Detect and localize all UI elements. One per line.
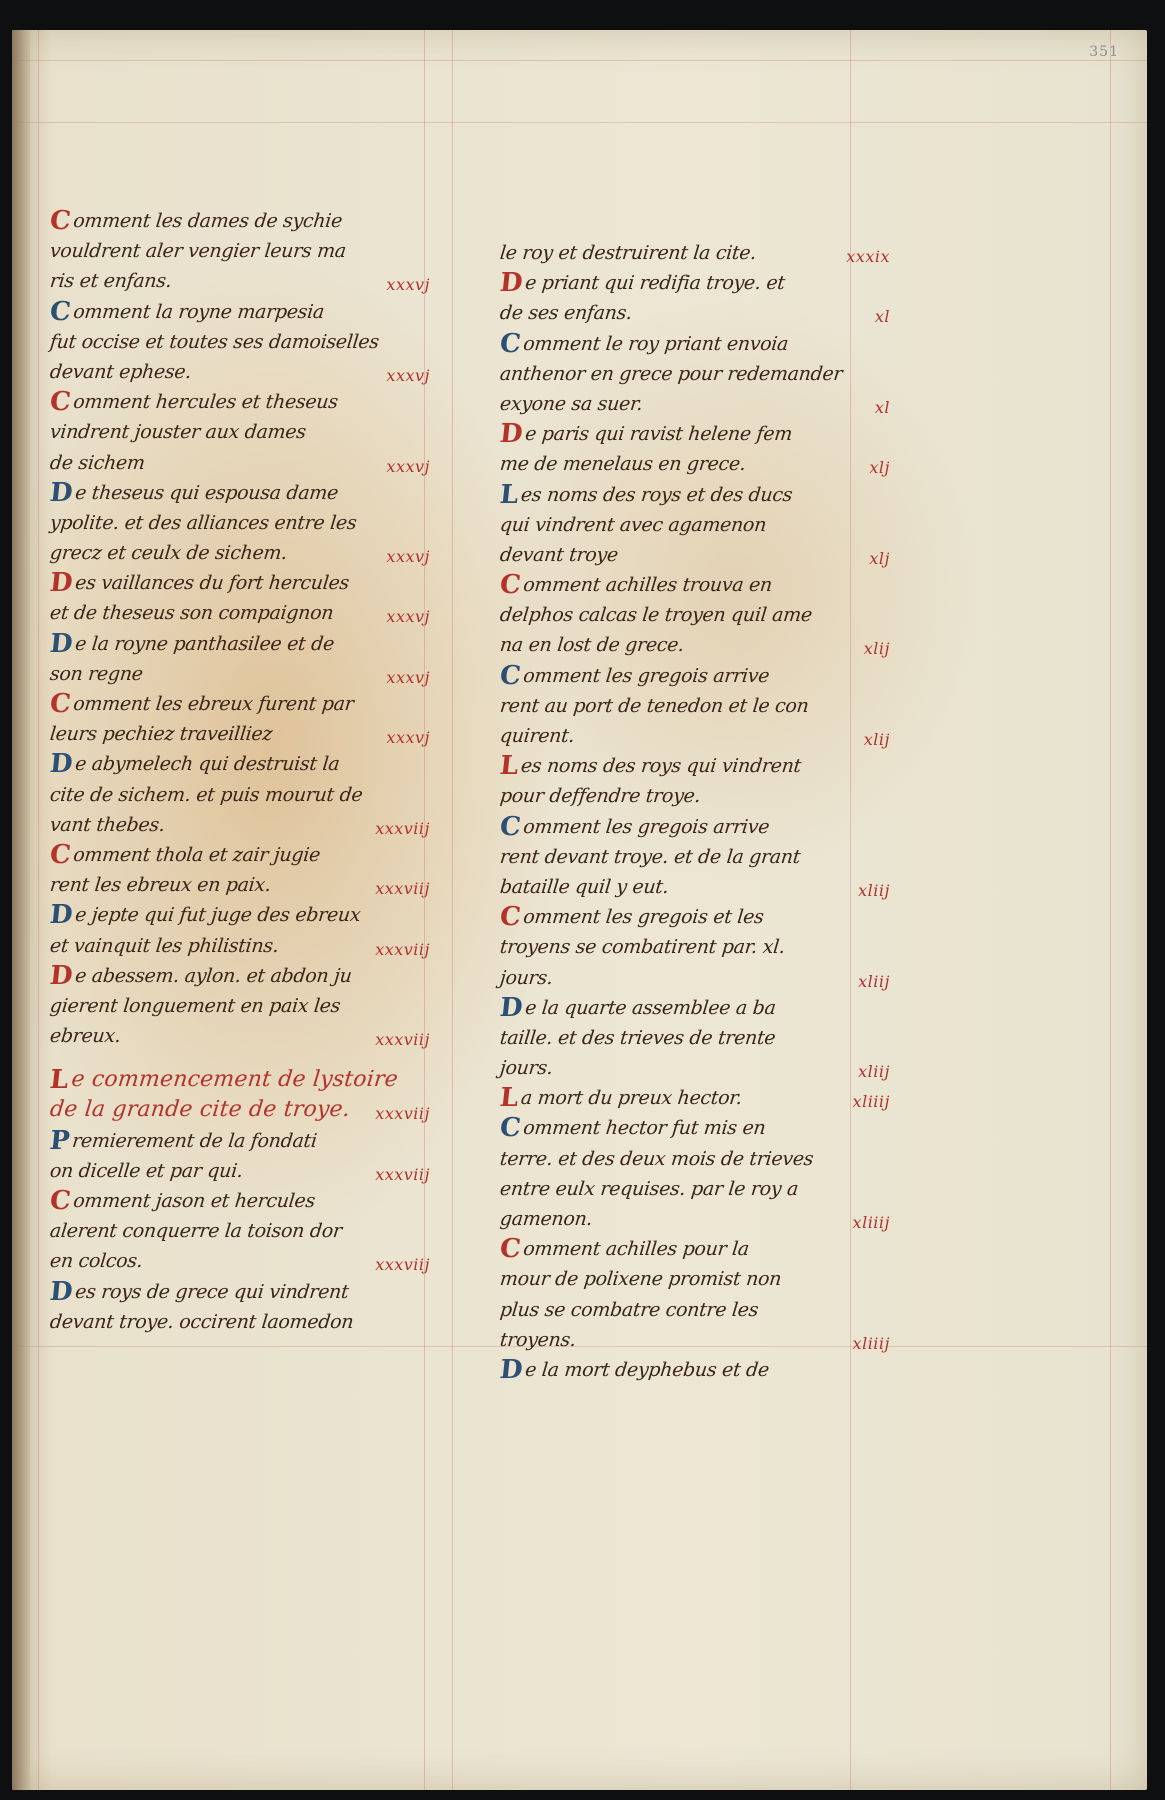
line-text: mour de polixene promist non — [498, 1268, 783, 1291]
line-text: de sichem — [48, 451, 146, 474]
line-text: on dicelle et par qui. — [48, 1159, 244, 1182]
decorated-initial: C — [498, 811, 522, 842]
ruling-line — [38, 30, 39, 1790]
folio-reference-numeral: xxxviij — [375, 1030, 430, 1050]
text-line — [500, 872, 890, 902]
line-text-wrap — [48, 629, 335, 659]
line-text-wrap — [498, 600, 813, 630]
line-text: a mort du preux hector. — [519, 1087, 743, 1110]
line-text-wrap — [498, 419, 793, 449]
decorated-initial: D — [48, 749, 74, 780]
text-line — [50, 1156, 430, 1186]
text-line — [500, 691, 890, 721]
line-text: delphos calcas le troyen quil ame — [498, 604, 814, 627]
line-text-wrap — [498, 691, 810, 721]
text-line — [50, 961, 430, 991]
text-line — [500, 419, 890, 449]
line-text: fut occise et toutes ses damoiselles — [48, 330, 380, 353]
line-text-wrap — [48, 297, 325, 327]
decorated-initial: D — [48, 960, 74, 991]
folio-reference-numeral: xxxviij — [375, 818, 430, 838]
line-text-wrap — [48, 236, 347, 266]
line-text-wrap — [48, 870, 272, 900]
decorated-initial: P — [48, 1125, 71, 1156]
line-text-wrap — [48, 448, 146, 478]
text-line — [500, 540, 890, 570]
text-line — [50, 1307, 430, 1337]
folio-reference-numeral: xxxvj — [386, 456, 430, 476]
text-line — [500, 1053, 890, 1083]
decorated-initial: D — [498, 992, 524, 1023]
decorated-initial: C — [48, 839, 72, 870]
line-text-wrap — [498, 932, 786, 962]
line-text-wrap — [498, 721, 575, 751]
line-text: exyone sa suer. — [498, 392, 644, 415]
line-text-wrap — [48, 568, 350, 598]
line-text: ypolite. et des alliances entre les — [48, 511, 358, 534]
line-text-wrap — [48, 206, 343, 236]
line-text-wrap — [498, 540, 619, 570]
line-text-wrap — [48, 1065, 399, 1095]
text-line — [500, 1174, 890, 1204]
line-text: omment hector fut mis en — [522, 1117, 767, 1140]
text-line — [50, 387, 430, 417]
decorated-initial: C — [48, 387, 72, 418]
line-text-wrap — [498, 1083, 743, 1113]
line-text: vouldrent aler vengier leurs ma — [48, 240, 348, 263]
text-line — [500, 1295, 890, 1325]
text-line — [500, 298, 890, 328]
line-text-wrap — [48, 1277, 350, 1307]
text-line — [500, 721, 890, 751]
line-text: omment jason et hercules — [72, 1190, 317, 1212]
text-line — [50, 719, 430, 749]
text-line — [50, 568, 430, 598]
line-text: es vaillances du fort hercules — [74, 572, 351, 595]
folio-reference-numeral: xlij — [863, 639, 890, 659]
text-line — [500, 630, 890, 660]
line-text: le roy et destruirent la cite. — [498, 242, 758, 264]
line-text: terre. et des deux mois de trieves — [498, 1147, 815, 1170]
folio-reference-numeral: xxxvj — [386, 728, 430, 748]
folio-reference-numeral: xxxvj — [386, 607, 430, 627]
ruling-line — [12, 122, 1147, 123]
left-column — [50, 206, 430, 1337]
text-line — [50, 448, 430, 478]
line-text-wrap — [498, 781, 701, 811]
line-text: leurs pechiez traveilliez — [48, 723, 274, 746]
line-text: vindrent jouster aux dames — [48, 421, 307, 444]
line-text: e priant qui redifia troye. et — [524, 272, 786, 295]
line-text-wrap — [48, 1095, 351, 1125]
line-text-wrap — [498, 1113, 767, 1143]
line-text: troyens. — [498, 1328, 577, 1351]
text-line — [500, 389, 890, 419]
decorated-initial: C — [48, 296, 72, 327]
folio-reference-numeral: xxxviij — [375, 939, 430, 959]
line-text-wrap — [498, 963, 554, 993]
folio-reference-numeral: xxxviij — [375, 1164, 430, 1184]
folio-reference-numeral: xlj — [869, 458, 890, 478]
line-text-wrap — [498, 329, 789, 359]
text-line — [50, 1186, 430, 1216]
line-text-wrap — [48, 780, 364, 810]
folio-reference-numeral: xliiij — [852, 1092, 890, 1112]
line-text-wrap — [498, 1355, 770, 1385]
text-line — [500, 1355, 890, 1385]
line-text: de la grande cite de troye. — [48, 1097, 352, 1123]
section-heading-line — [50, 1065, 430, 1095]
line-text-wrap — [48, 538, 288, 568]
text-line — [50, 900, 430, 930]
line-text-wrap — [498, 510, 767, 540]
line-text: troyens se combatirent par. xl. — [498, 936, 786, 959]
line-text-wrap — [48, 357, 192, 387]
line-text-wrap — [48, 961, 353, 991]
text-line — [500, 1325, 890, 1355]
line-text: e abessem. aylon. et abdon ju — [74, 964, 353, 987]
line-text: gierent longuement en paix les — [48, 994, 342, 1017]
text-line — [50, 780, 430, 810]
folio-reference-numeral: xxxvj — [386, 275, 430, 295]
decorated-initial: C — [498, 328, 522, 359]
line-text-wrap — [498, 449, 747, 479]
line-text-wrap — [48, 266, 173, 296]
decorated-initial: D — [498, 419, 524, 450]
text-line — [50, 689, 430, 719]
decorated-initial: D — [48, 628, 74, 659]
line-text: plus se combatre contre les — [498, 1298, 760, 1321]
line-text-wrap — [48, 1126, 318, 1156]
line-text-wrap — [48, 598, 334, 628]
line-text-wrap — [498, 570, 773, 600]
text-line — [50, 629, 430, 659]
line-text: ebreux. — [48, 1025, 122, 1048]
line-text-wrap — [498, 238, 757, 268]
text-line — [50, 931, 430, 961]
line-text-wrap — [498, 1023, 777, 1053]
text-line — [500, 600, 890, 630]
line-text: omment les dames de sychie — [72, 210, 344, 232]
line-text: grecz et ceulx de sichem. — [48, 542, 289, 565]
text-line — [500, 480, 890, 510]
line-text-wrap — [498, 630, 685, 660]
text-line — [500, 238, 890, 268]
folio-reference-numeral: xxxvj — [386, 365, 430, 385]
decorated-initial: C — [48, 689, 72, 719]
folio-reference-numeral: xxxix — [846, 247, 890, 266]
text-line — [50, 206, 430, 236]
text-line — [500, 902, 890, 932]
line-text-wrap — [48, 689, 355, 719]
text-line — [50, 538, 430, 568]
ruling-line — [12, 60, 1147, 61]
line-text-wrap — [48, 1246, 144, 1276]
text-line — [500, 1264, 890, 1294]
line-text-wrap — [498, 812, 770, 842]
ruling-line — [1110, 30, 1111, 1790]
line-text-wrap — [498, 842, 801, 872]
line-text: rent devant troye. et de la grant — [498, 845, 802, 868]
decorated-initial: L — [498, 479, 520, 510]
line-text: omment thola et zair jugie — [72, 843, 322, 866]
decorated-initial: D — [48, 477, 74, 508]
decorated-initial: C — [48, 1186, 72, 1216]
decorated-initial: D — [498, 268, 524, 299]
line-text: rent au port de tenedon et le con — [498, 694, 810, 717]
text-line — [500, 842, 890, 872]
decorated-initial: L — [498, 751, 520, 782]
line-text-wrap — [48, 1156, 244, 1186]
right-column — [500, 238, 890, 1385]
line-text: en colcos. — [48, 1250, 144, 1273]
line-text-wrap — [498, 1325, 577, 1355]
line-text-wrap — [48, 1021, 122, 1051]
line-text-wrap — [48, 659, 144, 689]
decorated-initial: C — [498, 1113, 522, 1144]
line-text-wrap — [48, 327, 380, 357]
line-text-wrap — [498, 902, 765, 932]
line-text: e commencement de lystoire — [70, 1067, 400, 1093]
line-text: e abymelech qui destruist la — [74, 753, 341, 776]
line-text: devant troye. occirent laomedon — [48, 1310, 355, 1333]
text-line — [50, 266, 430, 296]
decorated-initial: D — [48, 900, 74, 931]
text-line — [500, 359, 890, 389]
folio-reference-numeral: xliij — [858, 971, 890, 991]
line-text-wrap — [498, 1144, 814, 1174]
text-line — [500, 932, 890, 962]
line-text: quirent. — [498, 725, 576, 747]
text-line — [500, 510, 890, 540]
line-text: entre eulx requises. par le roy a — [498, 1177, 800, 1200]
text-line — [500, 1204, 890, 1234]
text-line — [50, 749, 430, 779]
line-text: omment la royne marpesia — [72, 300, 326, 323]
text-line — [50, 417, 430, 447]
line-text: omment les gregois arrive — [522, 664, 771, 687]
folio-reference-numeral: xxxviij — [375, 879, 430, 899]
line-text: me de menelaus en grece. — [498, 453, 747, 476]
line-text: taille. et des trieves de trente — [498, 1026, 777, 1049]
line-text: e la royne panthasilee et de — [74, 632, 336, 655]
text-line — [50, 508, 430, 538]
folio-reference-numeral: xl — [874, 397, 890, 417]
decorated-initial: D — [48, 568, 74, 599]
line-text: e jepte qui fut juge des ebreux — [74, 904, 362, 927]
line-text-wrap — [48, 1216, 343, 1246]
line-text: son regne — [48, 662, 144, 685]
folio-reference-numeral: xlij — [863, 730, 890, 749]
line-text-wrap — [48, 1186, 316, 1216]
text-line — [50, 478, 430, 508]
text-line — [500, 1083, 890, 1113]
line-text-wrap — [48, 478, 339, 508]
line-text: e la mort deyphebus et de — [524, 1358, 771, 1381]
decorated-initial: D — [498, 1354, 524, 1385]
line-text-wrap — [498, 993, 777, 1023]
text-line — [50, 598, 430, 628]
text-line — [50, 1246, 430, 1276]
text-line — [50, 1277, 430, 1307]
line-text-wrap — [498, 872, 670, 902]
line-text-wrap — [48, 840, 321, 870]
line-text-wrap — [498, 480, 793, 510]
line-text-wrap — [48, 749, 341, 779]
line-text: omment hercules et theseus — [72, 391, 339, 414]
text-line — [500, 963, 890, 993]
line-text: e theseus qui espousa dame — [74, 481, 340, 504]
line-text: ris et enfans. — [48, 270, 173, 293]
decorated-initial: C — [498, 902, 522, 933]
line-text: rent les ebreux en paix. — [48, 874, 272, 897]
text-line — [500, 1144, 890, 1174]
text-line — [500, 1113, 890, 1143]
decorated-initial: L — [498, 1083, 520, 1114]
line-text: na en lost de grece. — [498, 634, 686, 657]
line-text: devant ephese. — [48, 360, 193, 383]
line-text-wrap — [498, 298, 633, 328]
folio-reference-numeral: xliiij — [852, 1333, 890, 1353]
line-text: es noms des roys et des ducs — [519, 483, 794, 506]
folio-reference-numeral: xliij — [858, 1062, 890, 1082]
text-line — [500, 570, 890, 600]
text-line — [50, 327, 430, 357]
text-line — [500, 329, 890, 359]
text-line — [50, 357, 430, 387]
section-gap — [50, 1051, 430, 1065]
folio-reference-numeral: xxxvj — [386, 547, 430, 567]
line-text-wrap — [498, 1204, 593, 1234]
line-text: jours. — [498, 1057, 554, 1080]
line-text: omment achilles trouva en — [522, 574, 774, 597]
text-line — [50, 840, 430, 870]
decorated-initial: D — [48, 1276, 74, 1307]
line-text-wrap — [498, 389, 644, 419]
text-line — [50, 870, 430, 900]
folio-reference-numeral: xxxviij — [375, 1255, 430, 1275]
line-text: omment les gregois arrive — [522, 815, 771, 838]
line-text-wrap — [498, 661, 770, 691]
line-text-wrap — [498, 268, 786, 298]
text-line — [500, 812, 890, 842]
line-text: et vainquit les philistins. — [48, 934, 280, 957]
line-text-wrap — [498, 1264, 782, 1294]
line-text-wrap — [48, 810, 166, 840]
text-line — [50, 810, 430, 840]
manuscript-page — [12, 30, 1147, 1790]
line-text-wrap — [48, 900, 362, 930]
line-text: alerent conquerre la toison dor — [48, 1220, 343, 1243]
line-text-wrap — [48, 1307, 354, 1337]
line-text: et de theseus son compaignon — [48, 602, 335, 625]
line-text: omment les gregois et les — [522, 906, 765, 929]
text-line — [500, 449, 890, 479]
line-text: es noms des roys qui vindrent — [519, 755, 803, 778]
line-text: es roys de grece qui vindrent — [74, 1280, 350, 1303]
line-text-wrap — [48, 931, 280, 961]
decorated-initial: C — [48, 206, 72, 236]
line-text-wrap — [498, 1295, 759, 1325]
line-text: e la quarte assemblee a ba — [524, 996, 777, 1019]
page-gutter — [12, 30, 30, 1790]
line-text-wrap — [48, 508, 358, 538]
folio-reference-numeral: xxxvj — [386, 667, 430, 687]
line-text: omment achilles pour la — [522, 1238, 751, 1261]
text-line — [500, 993, 890, 1023]
text-line — [50, 236, 430, 266]
line-text-wrap — [498, 1234, 750, 1264]
line-text-wrap — [498, 751, 802, 781]
line-text-wrap — [498, 1174, 799, 1204]
text-line — [500, 781, 890, 811]
decorated-initial: C — [498, 570, 522, 601]
text-line — [50, 1126, 430, 1156]
folio-reference-numeral: xliij — [858, 880, 890, 900]
line-text-wrap — [48, 387, 339, 417]
line-text-wrap — [498, 359, 843, 389]
line-text: omment le roy priant envoia — [522, 332, 790, 355]
line-text: jours. — [498, 966, 554, 989]
line-text: devant troye — [498, 543, 620, 566]
line-text-wrap — [498, 1053, 554, 1083]
text-line — [50, 1216, 430, 1246]
line-text: de ses enfans. — [498, 302, 634, 325]
line-text: gamenon. — [498, 1208, 594, 1230]
text-line — [500, 661, 890, 691]
line-text: cite de sichem. et puis mourut de — [48, 783, 364, 806]
line-text: remierement de la fondati — [71, 1129, 318, 1152]
folio-reference-numeral: xl — [874, 307, 890, 327]
decorated-initial: C — [498, 1234, 522, 1265]
text-line — [50, 1021, 430, 1051]
text-line — [50, 659, 430, 689]
folio-reference-numeral: xliiij — [852, 1213, 890, 1232]
line-text: qui vindrent avec agamenon — [498, 513, 768, 536]
line-text-wrap — [48, 417, 307, 447]
line-text: vant thebes. — [48, 813, 166, 836]
text-line — [500, 1023, 890, 1053]
line-text-wrap — [48, 719, 273, 749]
line-text: omment les ebreux furent par — [72, 693, 355, 715]
line-text: anthenor en grece pour redemander — [498, 362, 844, 385]
text-line — [50, 297, 430, 327]
folio-reference-numeral: xxxviij — [375, 1104, 430, 1124]
line-text: e paris qui ravist helene fem — [524, 423, 794, 446]
section-heading-line — [50, 1095, 430, 1125]
decorated-initial: L — [48, 1065, 71, 1096]
text-line — [500, 268, 890, 298]
decorated-initial: C — [498, 660, 522, 691]
folio-number: 351 — [1089, 44, 1119, 60]
line-text: pour deffendre troye. — [498, 785, 702, 808]
folio-reference-numeral: xlj — [869, 548, 890, 568]
text-line — [50, 991, 430, 1021]
line-text: bataille quil y eut. — [498, 875, 670, 898]
text-line — [500, 751, 890, 781]
text-line — [500, 1234, 890, 1264]
line-text-wrap — [48, 991, 341, 1021]
ruling-line — [452, 30, 453, 1790]
